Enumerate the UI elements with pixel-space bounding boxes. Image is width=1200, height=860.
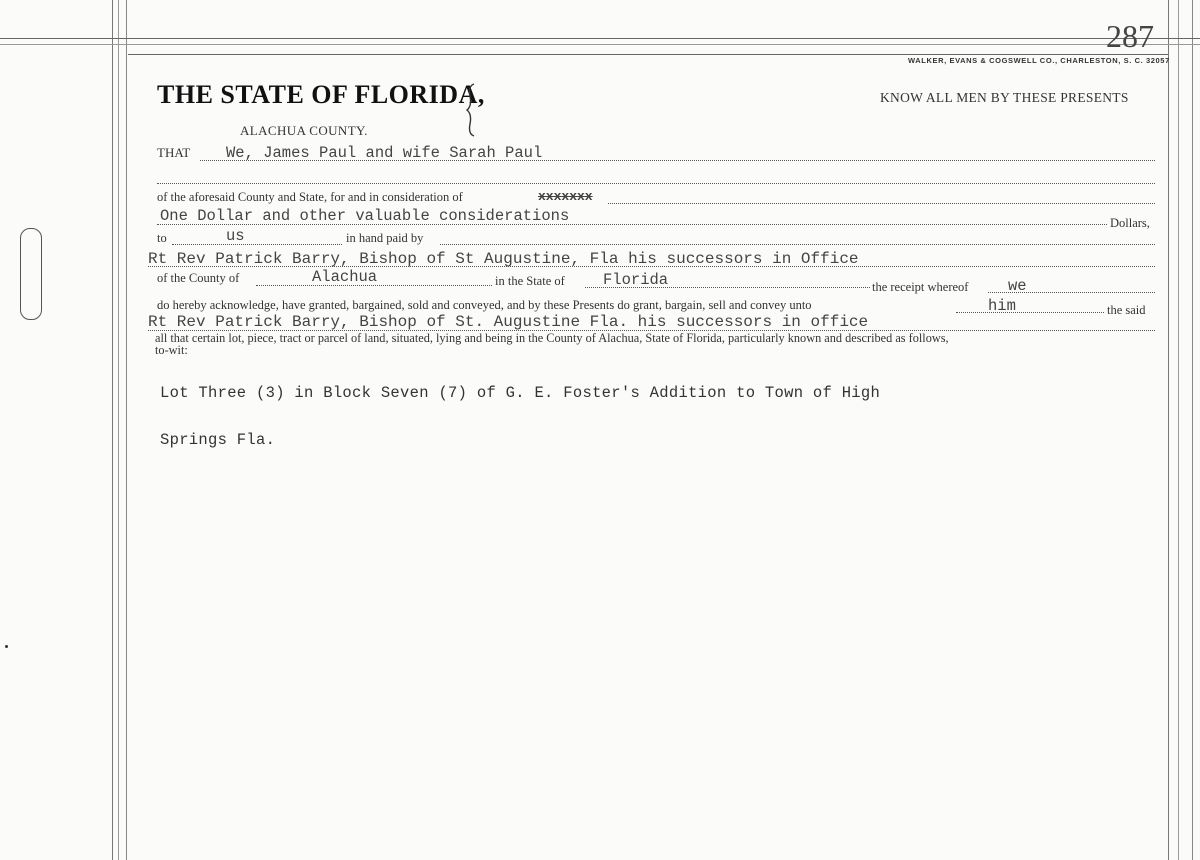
state-of-label: in the State of: [495, 274, 565, 288]
parcel-text: all that certain lot, piece, tract or parcel of land, situated, lying and being in the County of Alachua, State of Florida, particularly known and described as follows,: [155, 331, 949, 345]
amount-dotted-line: [157, 224, 1107, 225]
to-label: to: [157, 231, 167, 245]
grantee-dotted-line: [148, 266, 1155, 267]
amount-field: One Dollar and other valuable considerations: [160, 207, 570, 225]
left-margin-rule-inner: [118, 0, 119, 860]
paid-by-dotted-line: [440, 244, 1155, 245]
county-heading: ALACHUA COUNTY.: [240, 123, 368, 138]
right-margin-rule: [1168, 0, 1169, 860]
brace-icon: [464, 82, 480, 138]
paid-to-field: us: [226, 227, 245, 245]
receipt-field: we: [1008, 277, 1027, 295]
consideration-dotted-line: [608, 203, 1155, 204]
grantee-line-2: Rt Rev Patrick Barry, Bishop of St. Augustine Fla. his successors in office: [148, 313, 869, 331]
to-dotted-line: [172, 244, 342, 245]
legal-description-line-1: Lot Three (3) in Block Seven (7) of G. E. Foster's Addition to Town of High: [160, 384, 881, 402]
stray-mark: [5, 645, 8, 648]
grantee-line: Rt Rev Patrick Barry, Bishop of St Augustine, Fla his successors in Office: [148, 250, 859, 268]
blank-line: [157, 183, 1155, 184]
top-rule-2: [0, 44, 1200, 45]
dollars-label: Dollars,: [1110, 216, 1150, 230]
left-margin-rule: [112, 0, 113, 860]
left-margin-rule-2: [126, 0, 127, 860]
unto-field: him: [988, 297, 1016, 315]
legal-description-line-2: Springs Fla.: [160, 431, 276, 449]
printer-imprint: WALKER, EVANS & COGSWELL CO., CHARLESTON, S. C. 32057: [908, 56, 1170, 65]
to-wit-label: to-wit:: [155, 343, 188, 357]
top-rule: [0, 38, 1200, 39]
in-hand-paid-label: in hand paid by: [346, 231, 424, 245]
grantors-field: We, James Paul and wife Sarah Paul: [226, 144, 543, 162]
consideration-struck: xxxxxxx: [538, 189, 593, 204]
state-title: THE STATE OF FLORIDA,: [157, 80, 485, 109]
right-margin-rule-3: [1192, 0, 1193, 860]
state-field: Florida: [603, 271, 669, 289]
page-number: 287: [1106, 18, 1154, 54]
know-all-men: KNOW ALL MEN BY THESE PRESENTS: [880, 90, 1129, 105]
consideration-label: of the aforesaid County and State, for and in consideration of: [157, 190, 463, 204]
right-margin-rule-2: [1178, 0, 1179, 860]
unto-dotted-line: [956, 312, 1104, 313]
acknowledge-text: do hereby acknowledge, have granted, bargained, sold and conveyed, and by these Presents do grant, bargain, sell and convey unto: [157, 298, 812, 312]
county-of-label: of the County of: [157, 271, 240, 285]
that-label: THAT: [157, 145, 191, 160]
county-field: Alachua: [312, 268, 378, 286]
the-said-label: the said: [1107, 303, 1146, 317]
receipt-label: the receipt whereof: [872, 280, 969, 294]
header-rule: [128, 54, 1168, 55]
binder-clip-mark: [20, 228, 42, 320]
